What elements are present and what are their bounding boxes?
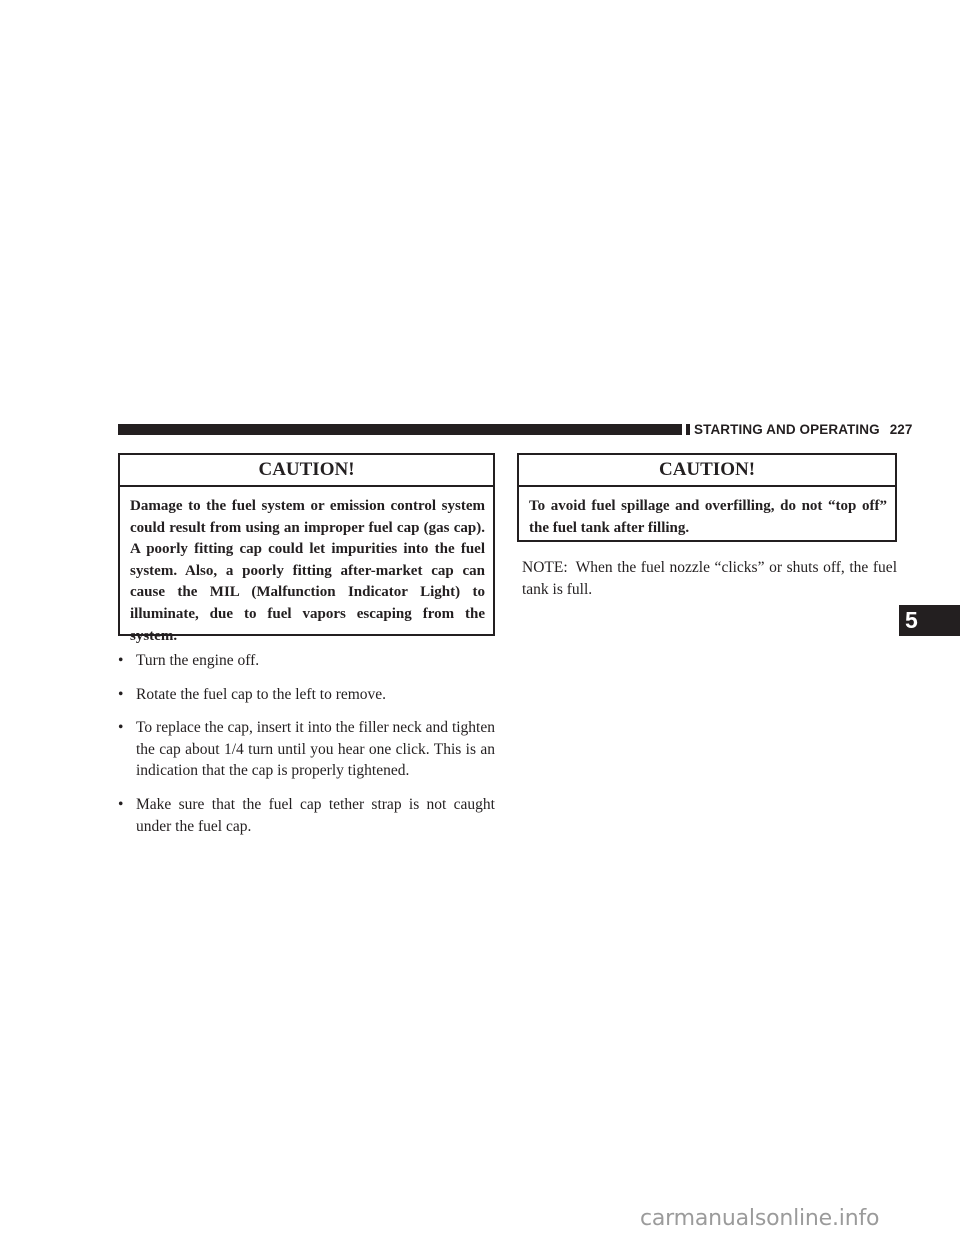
caution-title: CAUTION! [120, 455, 493, 487]
section-title: STARTING AND OPERATING [694, 422, 880, 437]
header-rule-tick [686, 424, 690, 435]
note-text: When the fuel nozzle “clicks” or shuts off, the fuel tank is full. [522, 559, 897, 598]
list-item [118, 684, 495, 706]
running-header [694, 422, 913, 437]
caution-body: To avoid fuel spillage and overfilling, do not “top off” the fuel tank after filling. [529, 498, 887, 536]
note-paragraph [522, 557, 897, 600]
list-item-text: Rotate the fuel cap to the left to remove. [136, 685, 387, 703]
watermark-text: carmanualsonline.info [640, 1206, 880, 1231]
list-item [118, 650, 495, 672]
instruction-list [118, 650, 495, 849]
caution-box-fuel-cap [118, 453, 495, 644]
list-item [118, 717, 495, 782]
list-item-text: Turn the engine off. [136, 652, 260, 669]
bullet-icon: • [118, 685, 124, 703]
bullet-icon: • [118, 652, 124, 669]
caution-box-overfilling [517, 453, 897, 542]
page-number: 227 [889, 422, 913, 437]
caution-body: Damage to the fuel system or emission control system could result from using an improper fuel cap (gas cap). A poorly fitting cap could let impurities into the fuel system. Also, a poorly fitting after-market cap can cause the MIL (Malfunction Indicator Light) to illuminate, due to fuel vapors escaping from the system. [130, 498, 485, 644]
bullet-icon: • [118, 795, 124, 813]
bullet-icon: • [118, 719, 124, 737]
caution-title: CAUTION! [519, 455, 895, 487]
chapter-number: 5 [905, 607, 918, 633]
header-rule [118, 424, 682, 435]
note-label: NOTE: [522, 559, 568, 576]
list-item-text: Make sure that the fuel cap tether strap is not caught under the fuel cap. [136, 795, 495, 835]
chapter-tab [899, 605, 960, 636]
list-item-text: To replace the cap, insert it into the filler neck and tighten the cap about 1/4 turn until you hear one click. This is an indication that the cap is properly tightened. [136, 719, 495, 780]
list-item [118, 794, 495, 837]
